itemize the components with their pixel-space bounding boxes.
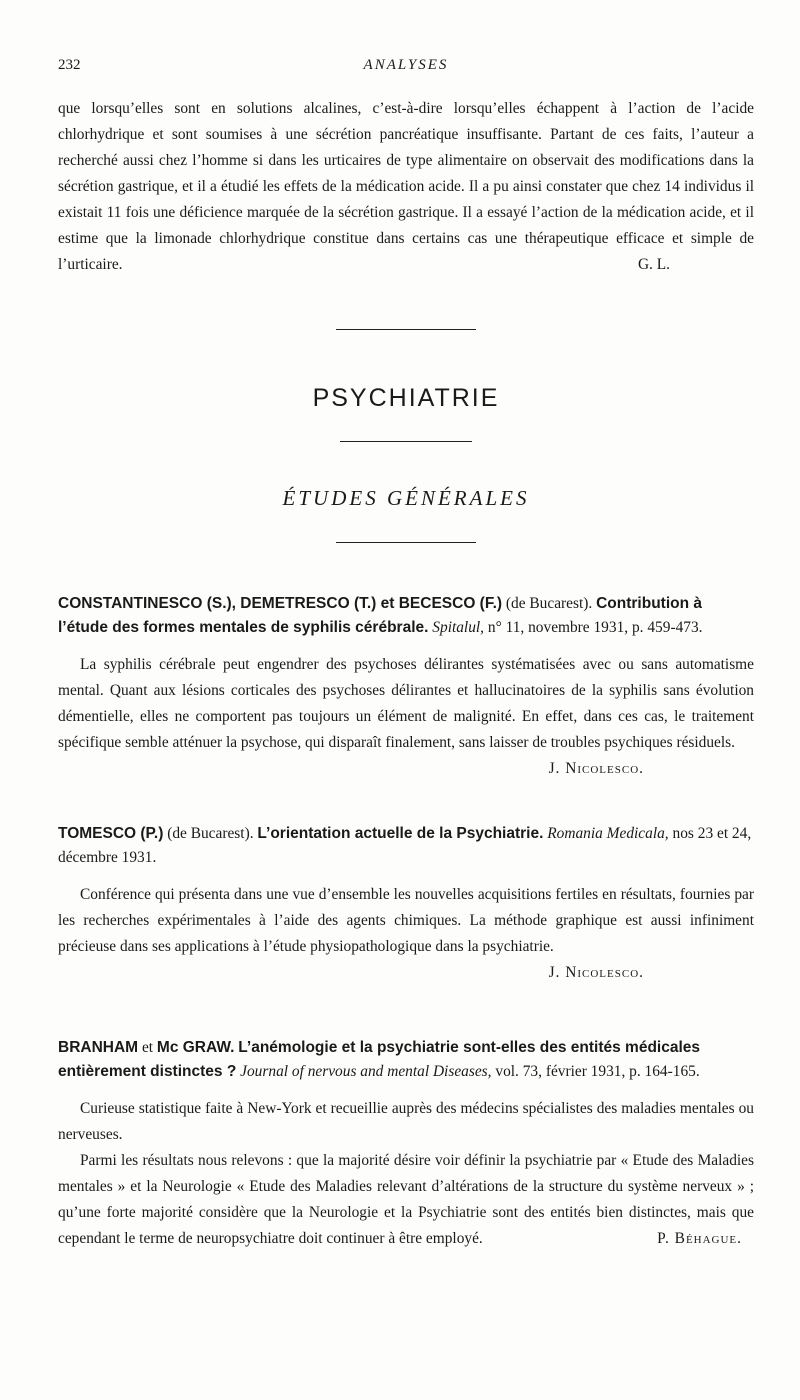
entry-place: (de Bucarest). bbox=[167, 825, 254, 842]
entry-details: vol. 73, février 1931, p. 164-165. bbox=[495, 1063, 700, 1080]
entry-authors: TOMESCO (P.) bbox=[58, 825, 164, 842]
entry-constantinesco bbox=[58, 592, 754, 782]
entry-title: Contribution à l’étude des formes mentales de syphilis cérébrale. bbox=[58, 595, 703, 636]
entry-journal: Spitalul, bbox=[432, 619, 485, 636]
entry-details: nos 23 et 24, décembre 1931. bbox=[58, 825, 752, 866]
entry-title: L’orientation actuelle de la Psychiatrie. bbox=[257, 825, 544, 842]
entry-details: n° 11, novembre 1931, p. 459-473. bbox=[487, 619, 703, 636]
entry-tomesco bbox=[58, 822, 754, 986]
entry-body: Conférence qui présenta dans une vue d’ensemble les nouvelles acquisitions fertiles en résultats, fournies par les recherches expérimentales à l’aide des agents chimiques. La méthode graphique est aussi infiniment précieuse dans ses applications à l’étude physiopathologique dans la psychiatrie. bbox=[58, 886, 754, 955]
entry-place: (de Bucarest). bbox=[505, 595, 593, 612]
section-title: PSYCHIATRIE bbox=[312, 384, 500, 412]
entry-author-a: BRANHAM bbox=[58, 1039, 139, 1056]
entry-signature: J. Nicolesco. bbox=[548, 760, 644, 777]
divider-top bbox=[336, 329, 476, 330]
intro-paragraph bbox=[58, 96, 754, 278]
entry-journal: Romania Medicala, bbox=[547, 825, 669, 842]
entry-body-1: Curieuse statistique faite à New-York et recueillie auprès des médecins spécialistes des maladies mentales ou nerveuses. bbox=[58, 1100, 754, 1143]
entry-journal: Journal of nervous and mental Diseases, bbox=[240, 1063, 492, 1080]
entry-signature: P. Béhague. bbox=[657, 1230, 742, 1247]
entry-branham bbox=[58, 1036, 754, 1252]
running-title: ANALYSES bbox=[363, 57, 449, 73]
entry-body-2: Parmi les résultats nous relevons : que la majorité désire voir définir la psychiatrie par « Etude des Maladies mentales » et la Neurologie « Etude des Maladies relevant d’altérations de la structure du système nerveux » ; qu’une forte majorité considère que la Neurologie et la Psychiatrie sont des entités bien distinctes, mais que cependant le terme de neuropsychiatre doit continuer à être employé. bbox=[58, 1152, 754, 1247]
entry-connector: et bbox=[141, 1039, 154, 1056]
entry-author-b: Mc GRAW. bbox=[156, 1039, 235, 1056]
entry-authors: CONSTANTINESCO (S.), DEMETRESCO (T.) et BECESCO (F.) bbox=[58, 595, 503, 612]
intro-text: que lorsqu’elles sont en solutions alcalines, c’est-à-dire lorsqu’elles échappent à l’action de l’acide chlorhydrique et sont soumises à une sécrétion pancréatique insuffisante. Partant de ces faits, l’auteur a recherché aussi chez l’homme si dans les urticaires de type alimentaire on observait des modifications dans la sécrétion gastrique, et il a étudié les effets de la médication acide. Il a pu ainsi constater que chez 14 individus il existait 11 fois une déficience marquée de la sécrétion gastrique. Il a essayé l’action de la médication acide, et il estime que la limonade chlorhydrique constitue dans certains cas une thérapeutique efficace et simple de l’urticaire. bbox=[58, 100, 754, 273]
entry-title: L’anémologie et la psychiatrie sont-elles des entités médicales entièrement distinctes ? bbox=[58, 1039, 701, 1080]
entry-signature: J. Nicolesco. bbox=[548, 964, 644, 981]
running-head bbox=[58, 57, 754, 81]
entry-body: La syphilis cérébrale peut engendrer des psychoses délirantes systématisées avec ou sans automatisme mental. Quant aux lésions corticales des psychoses délirantes et hallucinatoires de la syphilis sans évolution démentielle, elles ne comportent pas toujours un élément de malignité. En effet, dans ces cas, le traitement spécifique semble atténuer la psychose, qui disparaît finalement, sans laisser de troubles psychiques résiduels. bbox=[58, 656, 754, 751]
intro-signature: G. L. bbox=[637, 256, 670, 273]
page-number: 232 bbox=[58, 57, 81, 73]
divider-bottom bbox=[336, 542, 476, 543]
divider-middle bbox=[340, 441, 472, 442]
subsection-title: ÉTUDES GÉNÉRALES bbox=[282, 486, 530, 510]
